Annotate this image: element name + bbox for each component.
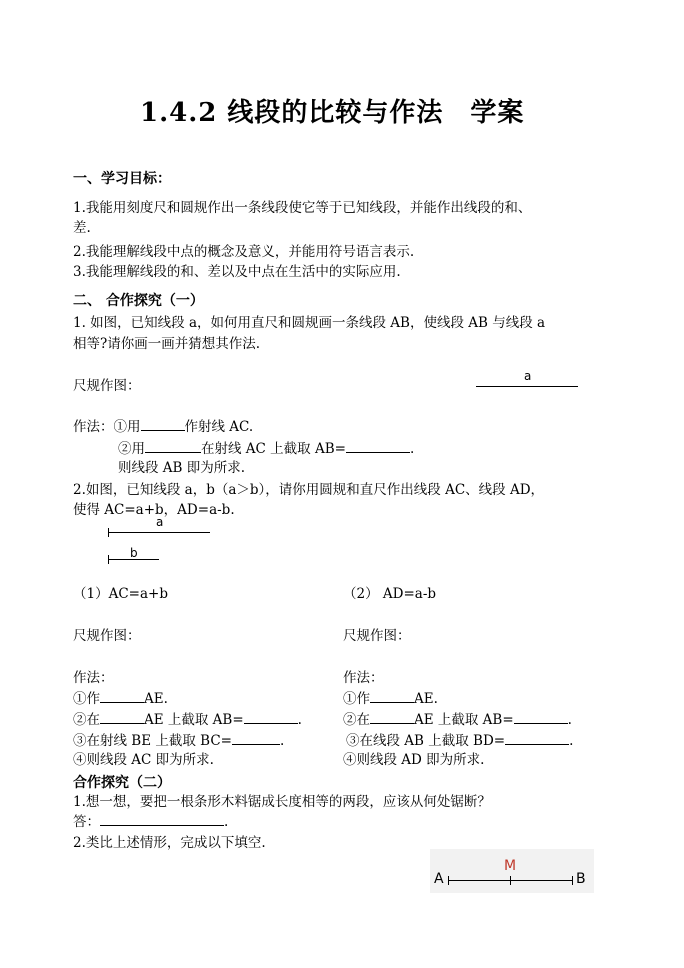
left-step-1: ①作 AE. (73, 688, 168, 709)
left-method-label: 作法： (73, 670, 114, 686)
segment-a-2 (108, 532, 210, 533)
method-step-3: 则线段 AB 即为所求. (118, 460, 246, 476)
blank-field[interactable] (370, 709, 414, 724)
goal-1-line-1: 1.我能用刻度尺和圆规作出一条线段使它等于已知线段，并能作出线段的和、 (73, 200, 532, 216)
right-step-4: ④则线段 AD 即为所求. (343, 752, 485, 768)
blank-field[interactable] (232, 730, 280, 745)
goal-1-line-2: 差. (73, 220, 91, 236)
question-1-line-2: 相等?请你画一画并猜想其作法. (73, 336, 261, 352)
blank-field[interactable] (370, 688, 414, 703)
explore-2-question-1: 1.想一想，要把一根条形木料锯成长度相等的两段，应该从何处锯断？ (73, 794, 491, 810)
blank-field[interactable] (346, 438, 410, 453)
segment-b-tick (108, 555, 109, 564)
goal-3: 3.我能理解线段的和、差以及中点在生活中的实际应用. (73, 264, 401, 280)
blank-field[interactable] (145, 438, 201, 453)
question-2-line-1: 2.如图，已知线段 a，b（a＞b），请你用圆规和直尺作出线段 AC、线段 AD， (73, 482, 545, 498)
left-step-4: ④则线段 AC 即为所求. (73, 752, 214, 768)
goals-heading: 一、学习目标： (73, 171, 171, 187)
method-step-2: ②用 在射线 AC 上截取 AB= . (118, 438, 414, 459)
page-title: 1.4.2 线段的比较与作法 学案 (140, 98, 525, 128)
point-b-label: B (576, 871, 586, 887)
blank-field[interactable] (141, 416, 185, 431)
question-1-line-1: 1. 如图，已知线段 a，如何用直尺和圆规画一条线段 AB，使线段 AB 与线段 a (73, 315, 546, 331)
segment-ab-tick-b (572, 876, 573, 885)
left-step-2: ②在 AE 上截取 AB= . (73, 709, 302, 730)
goal-2: 2.我能理解线段中点的概念及意义，并能用符号语言表示. (73, 244, 415, 260)
segment-ab-tick-a (448, 876, 449, 885)
explore-2-heading: 合作探究（二） (73, 775, 171, 791)
method-step-1: 作法：①用 作射线 AC. (73, 416, 253, 437)
explore-2-question-2: 2.类比上述情形，完成以下填空. (73, 835, 266, 851)
explore-2-answer: 答： . (73, 811, 228, 832)
left-step-3: ③在射线 BE 上截取 BC= . (73, 730, 284, 751)
blank-field[interactable] (100, 709, 144, 724)
left-heading: （1）AC=a+b (73, 586, 168, 602)
right-step-2: ②在 AE 上截取 AB= . (343, 709, 572, 730)
blank-field[interactable] (514, 709, 568, 724)
segment-a-2-tick (108, 528, 109, 537)
left-draw-label: 尺规作图： (73, 628, 141, 644)
point-m-label: M (504, 858, 517, 874)
answer-blank[interactable] (100, 811, 224, 826)
right-heading: （2） AD=a-b (343, 586, 437, 602)
segment-a (476, 386, 578, 387)
question-2-line-2: 使得 AC=a+b，AD=a-b. (73, 502, 235, 518)
right-draw-label: 尺规作图： (343, 628, 411, 644)
answer-label: 答： (73, 814, 100, 830)
right-method-label: 作法： (343, 670, 384, 686)
right-step-3: ③在线段 AB 上截取 BD= . (346, 730, 573, 751)
point-a-label: A (434, 871, 444, 887)
segment-a-2-label: a (156, 515, 164, 529)
method-label: 作法： (73, 419, 114, 435)
segment-ab-tick-m (510, 876, 511, 885)
blank-field[interactable] (244, 709, 298, 724)
blank-field[interactable] (100, 688, 144, 703)
explore-1-heading: 二、 合作探究（一） (73, 293, 204, 309)
draw-label: 尺规作图： (73, 378, 141, 394)
blank-field[interactable] (505, 730, 569, 745)
right-step-1: ①作 AE. (343, 688, 438, 709)
segment-b-label: b (130, 546, 138, 560)
segment-a-label: a (524, 369, 532, 383)
